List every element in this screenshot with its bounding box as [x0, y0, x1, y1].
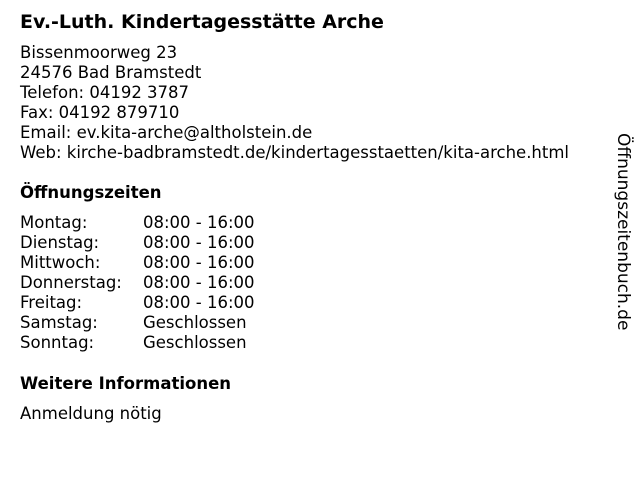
day-label: Donnerstag:	[20, 273, 122, 292]
day-label: Samstag:	[20, 313, 98, 332]
opening-hours-heading: Öffnungszeiten	[20, 183, 162, 202]
time-value: 08:00 - 16:00	[143, 213, 255, 232]
time-value: 08:00 - 16:00	[143, 273, 255, 292]
day-label: Montag:	[20, 213, 88, 232]
time-value: Geschlossen	[143, 333, 247, 352]
time-value: 08:00 - 16:00	[143, 233, 255, 252]
phone-number: Telefon: 04192 3787	[20, 83, 190, 102]
business-title: Ev.-Luth. Kindertagesstätte Arche	[20, 11, 384, 33]
further-info-heading: Weitere Informationen	[20, 374, 232, 393]
hours-row-wednesday	[20, 253, 320, 273]
time-value: Geschlossen	[143, 313, 247, 332]
hours-row-saturday	[20, 313, 320, 333]
time-value: 08:00 - 16:00	[143, 293, 255, 312]
hours-row-sunday	[20, 333, 320, 353]
opening-hours-table	[20, 213, 320, 353]
site-watermark: Öffnungszeitenbuch.de	[613, 133, 633, 331]
fax-number: Fax: 04192 879710	[20, 103, 180, 122]
hours-row-tuesday	[20, 233, 320, 253]
hours-row-thursday	[20, 273, 320, 293]
website-url: Web: kirche-badbramstedt.de/kindertagesstaetten/kita-arche.html	[20, 143, 570, 162]
time-value: 08:00 - 16:00	[143, 253, 255, 272]
further-info-text: Anmeldung nötig	[20, 404, 162, 423]
email-address: Email: ev.kita-arche@altholstein.de	[20, 123, 313, 142]
hours-row-friday	[20, 293, 320, 313]
day-label: Mittwoch:	[20, 253, 101, 272]
day-label: Sonntag:	[20, 333, 95, 352]
address-block	[20, 43, 569, 163]
city-address: 24576 Bad Bramstedt	[20, 63, 202, 82]
day-label: Dienstag:	[20, 233, 100, 252]
hours-row-monday	[20, 213, 320, 233]
street-address: Bissenmoorweg 23	[20, 43, 178, 62]
day-label: Freitag:	[20, 293, 83, 312]
